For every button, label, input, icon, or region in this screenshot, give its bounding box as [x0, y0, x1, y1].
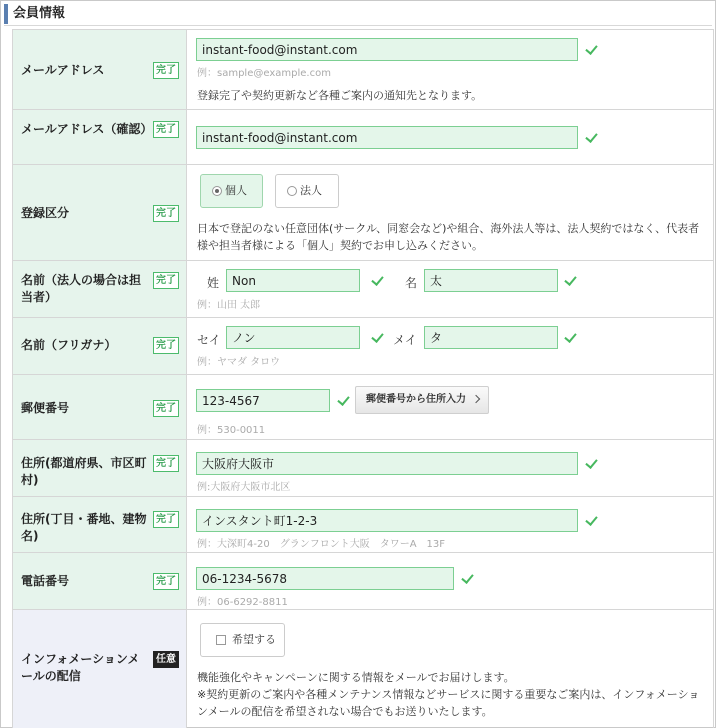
row-phone	[13, 553, 713, 610]
newsletter-checkbox[interactable]	[200, 623, 285, 657]
done-badge: 完了	[153, 573, 179, 590]
row-name	[13, 261, 713, 318]
radio-corporation-label: 法人	[300, 184, 322, 197]
zip-lookup-label: 郵便番号から住所入力	[366, 394, 466, 405]
sei-kana-label: セイ	[197, 333, 221, 347]
row-field-cell	[187, 165, 713, 260]
section-title: 会員情報	[4, 4, 712, 24]
row-field-cell	[187, 30, 713, 109]
done-badge: 完了	[153, 62, 179, 79]
email-example: 例：sample@example.com	[197, 68, 331, 79]
newsletter-label: インフォメーションメールの配信	[21, 652, 140, 683]
row-newsletter	[13, 610, 713, 728]
done-badge: 完了	[153, 511, 179, 528]
address2-label: 住所(丁目・番地、建物名)	[21, 512, 147, 543]
check-icon	[370, 274, 384, 288]
email-confirm-input[interactable]	[196, 126, 578, 149]
name-example: 例：山田 太郎	[197, 300, 261, 311]
row-field-cell	[187, 375, 713, 439]
optional-badge: 任意	[153, 651, 179, 668]
check-icon	[563, 331, 577, 345]
zip-example: 例：530-0011	[197, 425, 266, 436]
kana-example: 例：ヤマダ タロウ	[197, 357, 281, 368]
row-label-cell	[13, 375, 187, 439]
newsletter-note: 機能強化やキャンペーンに関する情報をメールでお届けします。 ※契約更新のご案内や各種メンテナンス情報などサービスに関する重要なご案内は、インフォメーションメールの配信を希望されない場合でもお送りいたします。	[197, 671, 700, 718]
member-info-form	[12, 29, 714, 728]
title-divider	[4, 25, 712, 26]
row-field-cell	[187, 440, 713, 496]
check-icon	[336, 394, 350, 408]
email-input[interactable]	[196, 38, 578, 61]
phone-label: 電話番号	[21, 574, 70, 588]
registration-type-label: 登録区分	[21, 206, 70, 220]
check-icon	[460, 572, 474, 586]
row-label-cell	[13, 110, 187, 164]
row-address1	[13, 440, 713, 497]
check-icon	[584, 131, 598, 145]
zip-input[interactable]	[196, 389, 330, 412]
kana-label: 名前（フリガナ）	[21, 338, 117, 352]
row-label-cell	[13, 261, 187, 317]
sei-label: 姓	[207, 276, 220, 290]
row-email-confirm	[13, 110, 713, 165]
first-name-input[interactable]	[424, 269, 558, 292]
row-zip	[13, 375, 713, 440]
row-label-cell	[13, 165, 187, 260]
row-kana	[13, 318, 713, 375]
row-field-cell	[187, 110, 713, 164]
chevron-right-icon	[472, 395, 480, 403]
radio-individual-label: 個人	[225, 184, 247, 197]
done-badge: 完了	[153, 121, 179, 138]
row-label-cell	[13, 497, 187, 552]
check-icon	[584, 43, 598, 57]
radio-unselected-icon	[287, 186, 297, 196]
row-field-cell	[187, 318, 713, 374]
row-label-cell	[13, 440, 187, 496]
check-icon	[563, 274, 577, 288]
zip-label: 郵便番号	[21, 401, 70, 415]
row-field-cell	[187, 553, 713, 609]
check-icon	[370, 331, 384, 345]
radio-individual[interactable]	[200, 174, 263, 208]
newsletter-checkbox-label: 希望する	[232, 633, 276, 646]
row-label-cell	[13, 610, 187, 728]
row-registration-type	[13, 165, 713, 261]
done-badge: 完了	[153, 337, 179, 354]
check-icon	[584, 514, 598, 528]
address1-input[interactable]	[196, 452, 578, 475]
address1-label: 住所(都道府県、市区町村)	[21, 456, 147, 487]
row-field-cell	[187, 610, 713, 728]
done-badge: 完了	[153, 455, 179, 472]
radio-corporation[interactable]	[275, 174, 339, 208]
address1-example: 例:大阪府大阪市北区	[197, 482, 291, 493]
phone-example: 例：06-6292-8811	[197, 597, 288, 608]
registration-type-note: 日本で登記のない任意団体(サークル、同窓会など)や組合、海外法人等は、法人契約ではなく、代表者様や担当者様による「個人」契約でお申し込みください。	[197, 222, 700, 252]
row-label-cell	[13, 553, 187, 609]
last-name-kana-input[interactable]	[226, 326, 360, 349]
email-label: メールアドレス	[21, 63, 105, 77]
name-label: 名前（法人の場合は担当者）	[21, 273, 142, 304]
row-field-cell	[187, 261, 713, 317]
email-note: 登録完了や契約更新など各種ご案内の通知先となります。	[197, 89, 483, 102]
row-label-cell	[13, 30, 187, 109]
row-address2	[13, 497, 713, 553]
zip-lookup-button[interactable]	[355, 386, 489, 414]
check-icon	[584, 457, 598, 471]
last-name-input[interactable]	[226, 269, 360, 292]
mei-label: 名	[405, 276, 418, 290]
mei-kana-label: メイ	[393, 333, 417, 347]
done-badge: 完了	[153, 272, 179, 289]
done-badge: 完了	[153, 400, 179, 417]
email-confirm-label: メールアドレス（確認）	[21, 122, 153, 136]
row-email	[13, 30, 713, 110]
done-badge: 完了	[153, 205, 179, 222]
checkbox-icon	[216, 635, 226, 645]
phone-input[interactable]	[196, 567, 454, 590]
radio-selected-icon	[212, 186, 222, 196]
row-field-cell	[187, 497, 713, 552]
address2-input[interactable]	[196, 509, 578, 532]
address2-example: 例：大深町4-20 グランフロント大阪 タワーA 13F	[197, 539, 446, 550]
first-name-kana-input[interactable]	[424, 326, 558, 349]
row-label-cell	[13, 318, 187, 374]
